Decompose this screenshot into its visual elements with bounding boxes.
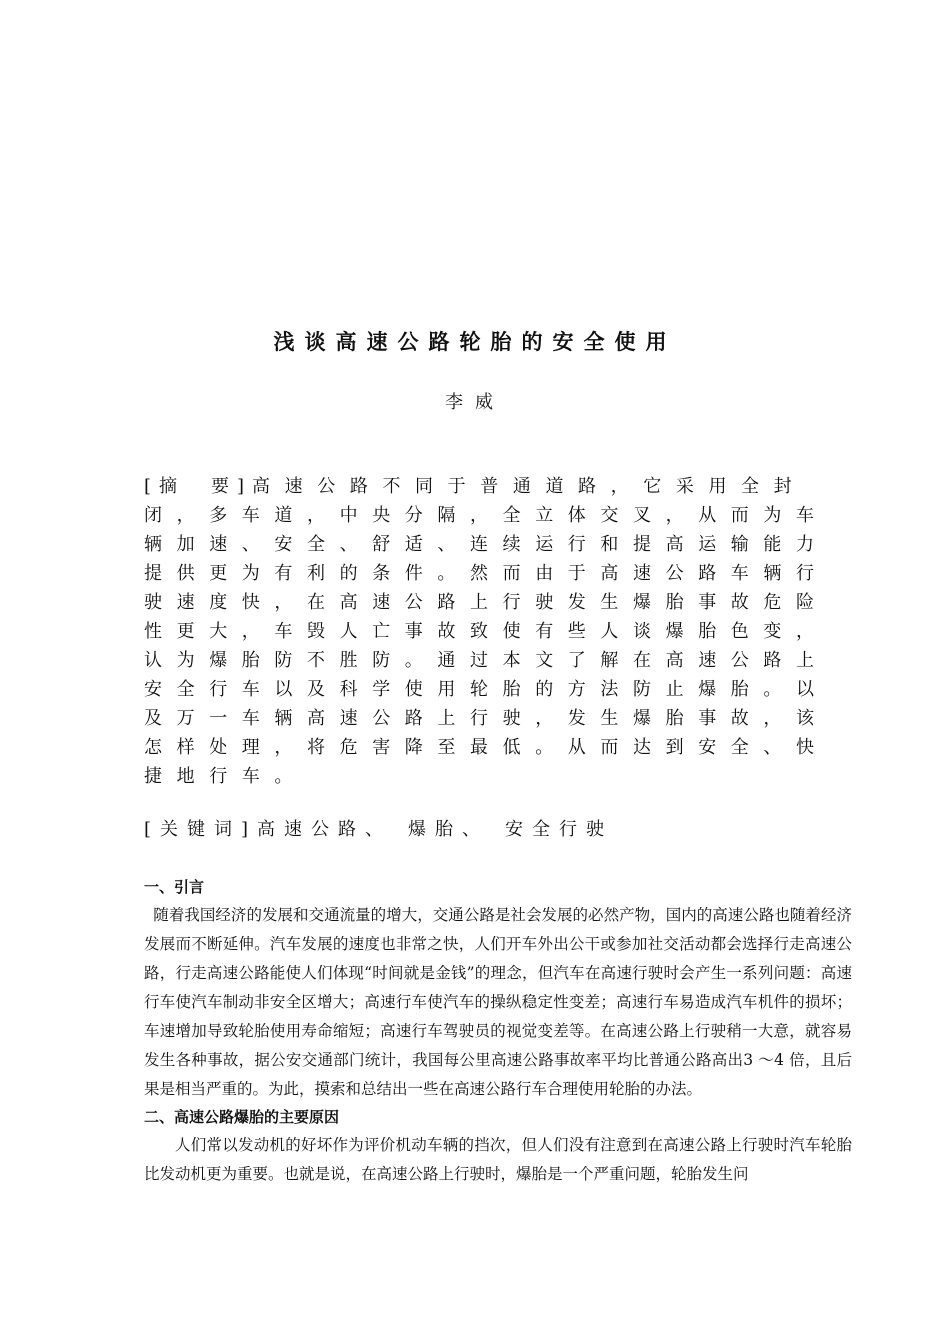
abstract: [144, 472, 834, 791]
keyword-item: 安全行驶: [505, 819, 614, 840]
keywords: [144, 815, 844, 841]
keywords-label: [关键词]: [144, 819, 258, 840]
abstract-label: [摘 要]: [144, 476, 253, 497]
author-name: 李威: [445, 392, 505, 413]
body-text: [144, 874, 852, 1189]
section-paragraph: 人们常以发动机的好坏作为评价机动车辆的挡次，但人们没有注意到在高速公路上行驶时汽车轮胎比发动机更为重要。也就是说，在高速公路上行驶时，爆胎是一个严重问题，轮胎发生问: [144, 1136, 852, 1183]
section-paragraph: 随着我国经济的发展和交通流量的增大，交通公路是社会发展的必然产物，国内的高速公路也随着经济发展而不断延伸。汽车发展的速度也非常之快，人们开车外出公干或参加社交活动都会选择行走高速公路，行走高速公路能使人们体现“时间就是金钱”的理念，但汽车在高速行驶时会产生一系列问题：高速行车使汽车制动非安全区增大；高速行车使汽车的操纵稳定性变差；高速行车易造成汽车机件的损坏；车速增加导致轮胎使用寿命缩短；高速行车驾驶员的视觉变差等。在高速公路上行驶稍一大意，就容易发生各种事故，据公安交通部门统计，我国每公里高速公路事故率平均比普通公路高出3 ～4 倍，且后果是相当严重的。为此，摸索和总结出一些在高速公路行车合理使用轮胎的办法。: [144, 906, 852, 1098]
keyword-item: 高速公路、: [257, 819, 393, 840]
keyword-item: 爆胎、: [408, 819, 490, 840]
abstract-text: 高速公路不同于普通道路，它采用全封闭，多车道，中央分隔，全立体交叉，从而为车辆加速、安全、舒适、连续运行和提高运输能力提供更为有利的条件。然而由于高速公路车辆行驶速度快，在高速公路上行驶发生爆胎事故危险性更大，车毁人亡事故致使有些人谈爆胎色变，认为爆胎防不胜防。通过本文了解在高速公路上安全行车以及科学使用轮胎的方法防止爆胎。以及万一车辆高速公路上行驶，发生爆胎事故，该怎样处理，将危害降至最低。从而达到安全、快捷地行车。: [144, 476, 829, 787]
page-title: 浅谈高速公路轮胎的安全使用: [273, 330, 677, 354]
section-heading: 二、高速公路爆胎的主要原因: [144, 1108, 340, 1126]
section-heading: 一、引言: [144, 878, 205, 896]
